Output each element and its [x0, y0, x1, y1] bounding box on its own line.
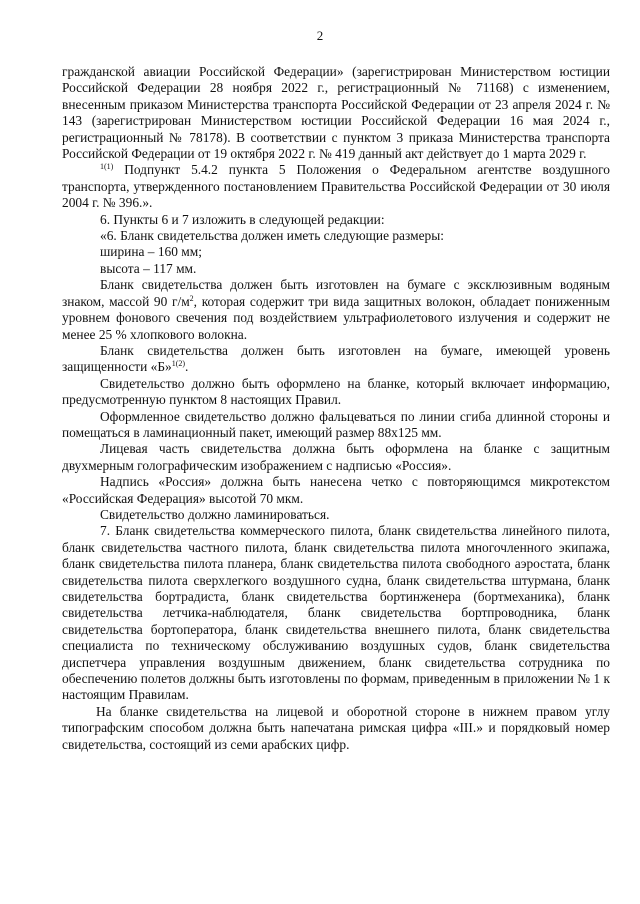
superscript-2: 2 [189, 293, 194, 303]
security-text-b: . [185, 359, 189, 375]
paragraph-width: ширина – 160 мм; [100, 244, 202, 260]
paragraph-registration-note: гражданской авиации Российской Федерации» (зарегистрирован Министерством юстиции Российской Федерации 28 ноября 2022 г., регистрационный № 71168) с изменением, внесенным приказом Министерства транспорта Российской Федерации от 23 апреля 2024 г. № 143 (зарегистрирован Министерством юстиции Российской Федерации 16 мая 2024 г., регистрационный № 78178). В соответствии с пунктом 3 приказа Министерства транспорта Российской Федерации от 19 октября 2022 г. № 419 данный акт действует до 1 марта 2029 г. [62, 64, 610, 162]
paper-text-a: Бланк свидетельства должен быть изготовлен на бумаге с эксклюзивным водяным знаком, массой 90 г/м [62, 277, 610, 309]
paragraph-serial-number: На бланке свидетельства на лицевой и оборотной стороне в нижнем правом углу типографским способом должна быть напечатана римская цифра «III.» и порядковый номер свидетельства, состоящий из семи арабских цифр. [62, 703, 610, 752]
paragraph-microtext: Надпись «Россия» должна быть нанесена четко с повторяющимся микротекстом «Российская Федерация» высотой 70 мкм. [62, 474, 610, 506]
paragraph-item-6-intro: 6. Пункты 6 и 7 изложить в следующей редакции: [100, 211, 385, 227]
paragraph-footnote-1-1 [62, 162, 610, 211]
footnote-marker: 1(1) [100, 162, 114, 172]
paragraph-form-info: Свидетельство должно быть оформлено на бланке, который включает информацию, предусмотренную пунктом 8 настоящих Правил. [62, 375, 610, 408]
paragraph-paper-requirements [62, 277, 610, 343]
footnote-marker: 1(2) [171, 359, 186, 369]
footnote-text: Подпункт 5.4.2 пункта 5 Положения о Федеральном агентстве воздушного транспорта, утвержденного постановлением Правительства Российской Федерации от 30 июля 2004 г. № 396.». [62, 162, 610, 211]
paragraph-security-level [62, 343, 610, 376]
paragraph-laminate: Свидетельство должно ламинироваться. [100, 506, 330, 522]
security-text-a: Бланк свидетельства должен быть изготовлен на бумаге, имеющей уровень защищенности «Б» [62, 342, 610, 375]
page-number: 2 [316, 28, 324, 43]
paragraph-height: высота – 117 мм. [100, 260, 197, 276]
paragraph-lamination-pack: Оформленное свидетельство должно фальцеваться по линии сгиба длинной стороны и помещаться в ламинационный пакет, имеющий размер 88х125 мм. [62, 408, 610, 440]
document-body [62, 64, 610, 753]
paragraph-item-7: 7. Бланк свидетельства коммерческого пилота, бланк свидетельства линейного пилота, бланк свидетельства частного пилота, бланк свидетельства пилота многочленного экипажа, бланк свидетельства пилота планера, бланк свидетельства пилота свободного аэростата, бланк свидетельства пилота сверхлегкого воздушного судна, бланк свидетельства штурмана, бланк свидетельства бортрадиста, бланк свидетельства бортинженера (бортмеханика), бланк свидетельства летчика-наблюдателя, бланк свидетельства бортпроводника, бланк свидетельства бортоператора, бланк свидетельства внешнего пилота, бланк свидетельства специалиста по техническому обслуживанию воздушных судов, бланк свидетельства диспетчера управления воздушным движением, бланк свидетельства сотрудника по обеспечению полетов должны быть изготовлены по формам, приведенным в приложении № 1 к настоящим Правилам. [62, 523, 610, 703]
paragraph-item-6-sizes: «6. Бланк свидетельства должен иметь следующие размеры: [100, 228, 444, 244]
paper-text-b: , которая содержит три вида защитных волокон, обладает пониженным уровнем фонового свечения под воздействием ультрафиолетового излучения и содержит не менее 25 % хлопкового волокна. [62, 293, 610, 342]
paragraph-hologram: Лицевая часть свидетельства должна быть оформлена на бланке с защитным двухмерным голографическим изображением с надписью «Россия». [62, 441, 610, 473]
